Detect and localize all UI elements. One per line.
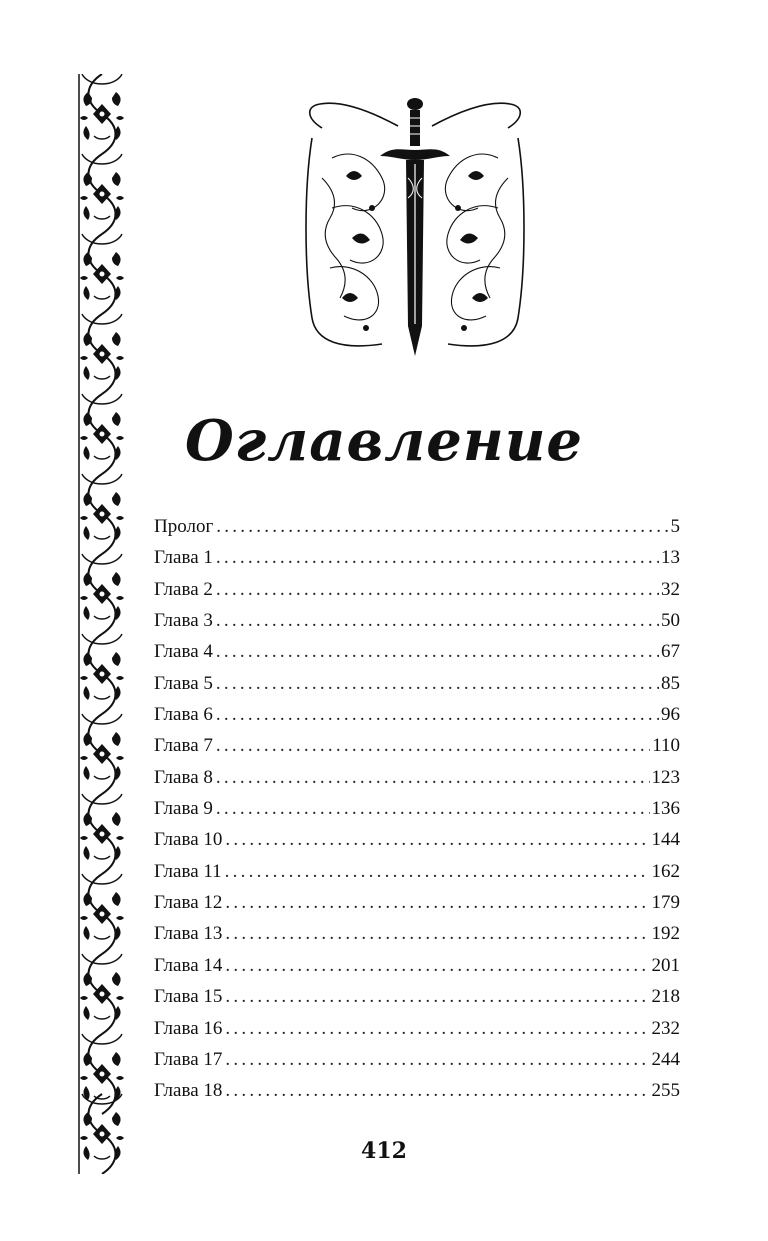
toc-leader-dots <box>216 574 659 605</box>
toc-label: Глава 7 <box>154 735 213 757</box>
toc-page-number: 136 <box>651 798 680 820</box>
toc-label: Глава 18 <box>154 1080 223 1102</box>
toc-label: Глава 2 <box>154 578 213 600</box>
toc-leader-dots <box>216 668 659 699</box>
toc-leader-dots <box>216 793 650 824</box>
toc-page-number: 5 <box>670 516 680 537</box>
toc-row-chapter-10[interactable] <box>154 824 680 855</box>
toc-leader-dots <box>216 542 659 573</box>
toc-row-chapter-17[interactable] <box>154 1044 680 1075</box>
toc-page-number: 218 <box>651 986 680 1008</box>
floral-border-ornament <box>76 74 128 1174</box>
toc-page-number: 50 <box>661 610 680 632</box>
toc-page-number: 85 <box>661 672 680 694</box>
toc-row-chapter-6[interactable] <box>154 699 680 730</box>
toc-leader-dots <box>216 699 659 730</box>
toc-row-chapter-2[interactable] <box>154 574 680 605</box>
toc-row-prologue[interactable] <box>154 511 680 542</box>
sword-emblem-icon <box>302 98 528 360</box>
toc-label: Глава 5 <box>154 672 213 694</box>
toc-leader-dots <box>225 918 649 949</box>
toc-page-number: 255 <box>651 1080 680 1102</box>
toc-label: Глава 15 <box>154 986 223 1008</box>
toc-row-chapter-3[interactable] <box>154 605 680 636</box>
toc-row-chapter-7[interactable] <box>154 730 680 761</box>
toc-label: Глава 13 <box>154 923 223 945</box>
toc-leader-dots <box>216 730 650 761</box>
toc-page-number: 96 <box>661 704 680 726</box>
toc-label: Глава 3 <box>154 610 213 632</box>
toc-row-chapter-14[interactable] <box>154 950 680 981</box>
toc-leader-dots <box>216 605 659 636</box>
toc-leader-dots <box>225 887 649 918</box>
toc-page-number: 13 <box>661 547 680 569</box>
toc-row-chapter-11[interactable] <box>154 856 680 887</box>
toc-page-number: 179 <box>651 892 680 914</box>
toc-page-number: 32 <box>661 578 680 600</box>
toc-page-number: 192 <box>651 923 680 945</box>
toc-label: Глава 6 <box>154 704 213 726</box>
toc-leader-dots <box>225 824 649 855</box>
toc-leader-dots <box>225 1013 649 1044</box>
toc-leader-dots <box>216 636 659 667</box>
toc-leader-dots <box>225 856 650 887</box>
toc-label: Глава 17 <box>154 1048 223 1070</box>
toc-label: Глава 14 <box>154 954 223 976</box>
toc-row-chapter-16[interactable] <box>154 1013 680 1044</box>
toc-row-chapter-1[interactable] <box>154 542 680 573</box>
toc-row-chapter-9[interactable] <box>154 793 680 824</box>
toc-label: Глава 12 <box>154 892 223 914</box>
toc-label: Глава 8 <box>154 766 213 788</box>
toc-label: Пролог <box>154 516 214 537</box>
toc-page-number: 201 <box>651 954 680 976</box>
toc-page-number: 123 <box>651 766 680 788</box>
toc-page-number: 232 <box>651 1017 680 1039</box>
toc-row-chapter-4[interactable] <box>154 636 680 667</box>
toc-leader-dots <box>225 981 649 1012</box>
toc-leader-dots <box>225 950 649 981</box>
page-title: Оглавление <box>184 408 584 474</box>
table-of-contents <box>154 511 680 1107</box>
toc-row-chapter-12[interactable] <box>154 887 680 918</box>
toc-page-number: 67 <box>661 641 680 663</box>
toc-row-chapter-13[interactable] <box>154 918 680 949</box>
toc-label: Глава 1 <box>154 547 213 569</box>
toc-label: Глава 16 <box>154 1017 223 1039</box>
toc-row-chapter-8[interactable] <box>154 762 680 793</box>
toc-label: Глава 11 <box>154 860 222 882</box>
toc-label: Глава 9 <box>154 798 213 820</box>
toc-row-chapter-15[interactable] <box>154 981 680 1012</box>
toc-label: Глава 10 <box>154 829 223 851</box>
toc-leader-dots <box>216 762 650 793</box>
toc-row-chapter-18[interactable] <box>154 1075 680 1106</box>
toc-leader-dots <box>225 1044 649 1075</box>
page-number: 412 <box>361 1138 407 1164</box>
toc-label: Глава 4 <box>154 641 213 663</box>
toc-page-number: 144 <box>651 829 680 851</box>
toc-page-number: 110 <box>652 735 680 757</box>
toc-row-chapter-5[interactable] <box>154 668 680 699</box>
toc-page-number: 244 <box>651 1048 680 1070</box>
toc-leader-dots <box>225 1075 649 1106</box>
toc-page-number: 162 <box>651 860 680 882</box>
toc-leader-dots <box>216 511 668 542</box>
